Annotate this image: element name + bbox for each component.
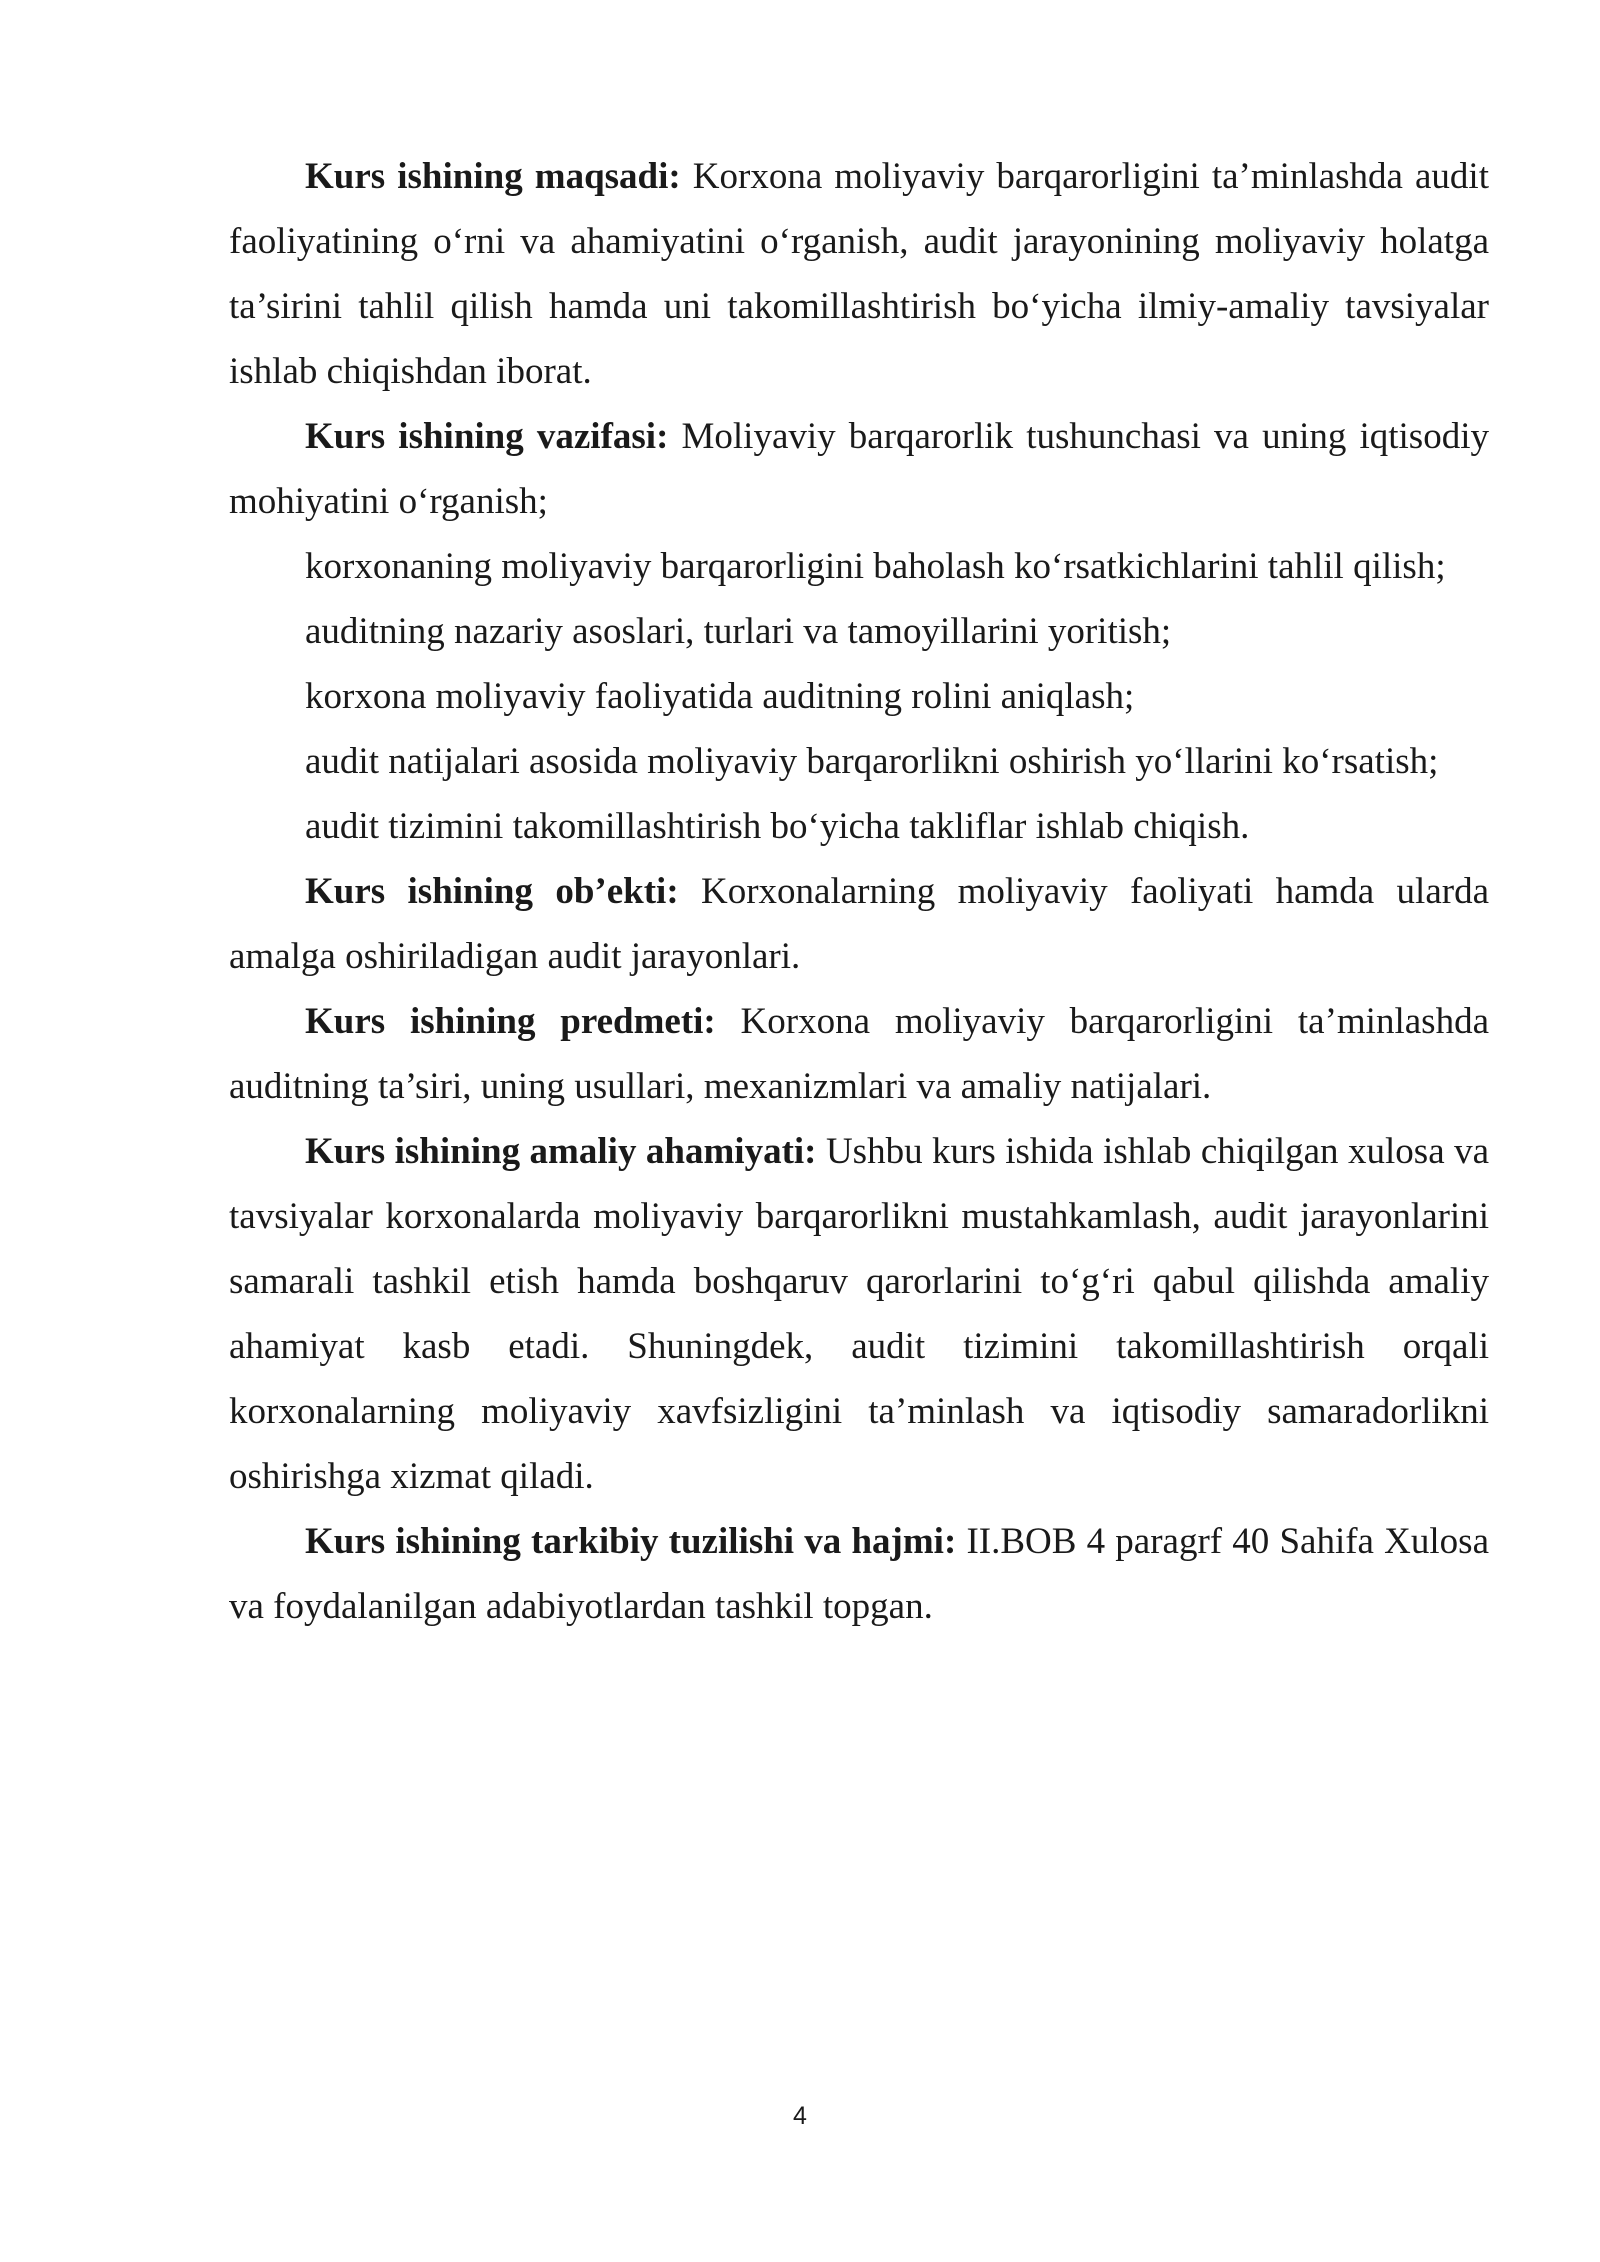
paragraph-practical-significance — [229, 1119, 1489, 1509]
paragraph-structure — [229, 1509, 1489, 1639]
paragraph-text: Korxona moliyaviy barqarorligini ta’minlashda auditning ta’siri, uning usullari, mexanizmlari va amaliy natijalari. — [229, 1001, 1489, 1107]
paragraph-text: II.BOB 4 paragrf 40 Sahifa Xulosa va foydalanilgan adabiyotlardan tashkil topgan. — [229, 1521, 1489, 1627]
task-item: auditning nazariy asoslari, turlari va tamoyillarini yoritish; — [305, 611, 1172, 652]
paragraph-heading: Kurs ishining maqsadi: — [305, 156, 681, 197]
task-item: audit tizimini takomillashtirish bo‘yicha takliflar ishlab chiqish. — [305, 806, 1250, 847]
page-number: 4 — [793, 2102, 807, 2130]
task-item: korxona moliyaviy faoliyatida auditning rolini aniqlash; — [305, 676, 1135, 717]
paragraph-subject — [229, 989, 1489, 1119]
paragraph-heading: Kurs ishining tarkibiy tuzilishi va hajmi: — [305, 1521, 957, 1562]
document-body — [229, 144, 1489, 1639]
paragraph-text: Moliyaviy barqarorlik tushunchasi va uning iqtisodiy mohiyatini o‘rganish; — [229, 416, 1489, 522]
paragraph-heading: Kurs ishining ob’ekti: — [305, 871, 679, 912]
paragraph-heading: Kurs ishining amaliy ahamiyati: — [305, 1131, 817, 1172]
paragraph-heading: Kurs ishining vazifasi: — [305, 416, 669, 457]
task-item: korxonaning moliyaviy barqarorligini baholash ko‘rsatkichlarini tahlil qilish; — [305, 546, 1446, 587]
paragraph-object — [229, 859, 1489, 989]
paragraph-tasks — [229, 404, 1489, 534]
task-item: audit natijalari asosida moliyaviy barqarorlikni oshirish yo‘llarini ko‘rsatish; — [305, 741, 1439, 782]
paragraph-heading: Kurs ishining predmeti: — [305, 1001, 716, 1042]
paragraph-text: Korxona moliyaviy barqarorligini ta’minlashda audit faoliyatining o‘rni va ahamiyatini o‘rganish, audit jarayonining moliyaviy holatga ta’sirini tahlil qilish hamda uni takomillashtirish bo‘yicha ilmiy-amaliy tavsiyalar ishlab chiqishdan iborat. — [229, 156, 1489, 392]
paragraph-text: Korxonalarning moliyaviy faoliyati hamda ularda amalga oshiriladigan audit jarayonlari. — [229, 871, 1489, 977]
paragraph-purpose — [229, 144, 1489, 404]
paragraph-text: Ushbu kurs ishida ishlab chiqilgan xulosa va tavsiyalar korxonalarda moliyaviy barqarorlikni mustahkamlash, audit jarayonlarini samarali tashkil etish hamda boshqaruv qarorlarini to‘g‘ri qabul qilishda amaliy ahamiyat kasb etadi. Shuningdek, audit tizimini takomillashtirish orqali korxonalarning moliyaviy xavfsizligini ta’minlash va iqtisodiy samaradorlikni oshirishga xizmat qiladi. — [229, 1131, 1489, 1497]
